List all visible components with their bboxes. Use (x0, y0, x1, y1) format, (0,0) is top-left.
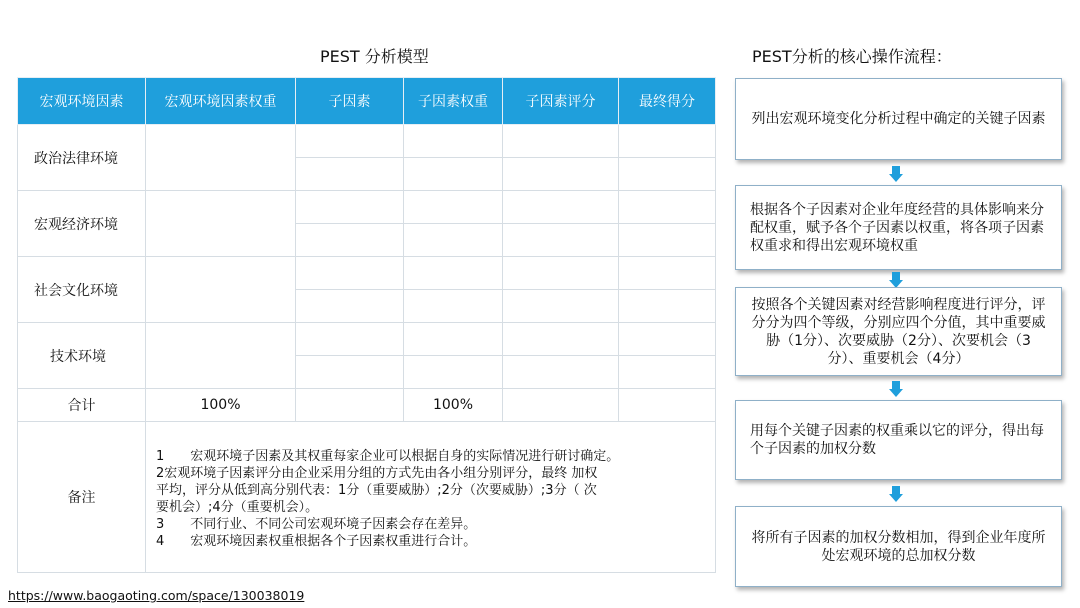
source-link[interactable]: https://www.baogaoting.com/space/130038019 (8, 588, 305, 603)
factor-weight-cell (146, 191, 296, 257)
flow-title: PEST分析的核心操作流程： (752, 47, 952, 66)
arrow-down-icon (889, 486, 903, 502)
table-cell (619, 389, 716, 422)
header-cell: 最终得分 (619, 78, 716, 125)
table-row (18, 257, 716, 290)
table-cell (404, 290, 503, 323)
table-cell (404, 224, 503, 257)
table-cell (404, 323, 503, 356)
factor-cell: 技术环境 (18, 323, 146, 389)
flow-step-text: 按照各个关键因素对经营影响程度进行评分，评分分为四个等级，分别应四个分值，其中重要威胁（1分）、次要威胁（2分）、次要机会（3分）、重要机会（4分） (751, 296, 1046, 367)
table-cell (619, 125, 716, 158)
table-cell (503, 323, 619, 356)
table-cell (296, 224, 404, 257)
table-cell (503, 125, 619, 158)
table-cell (619, 323, 716, 356)
factor-cell: 社会文化环境 (18, 257, 146, 323)
table-cell (503, 257, 619, 290)
table-cell (503, 356, 619, 389)
note-line: 1 宏观环境子因素及其权重每家企业可以根据自身的实际情况进行研讨确定。 (156, 449, 620, 464)
notes-label: 备注 (18, 422, 146, 573)
note-line: 3 不同行业、不同公司宏观环境子因素会存在差异。 (156, 517, 477, 532)
note-line: 要机会）;4分（重要机会）。 (156, 500, 319, 515)
table-cell (619, 356, 716, 389)
table-cell (503, 389, 619, 422)
table-cell (503, 158, 619, 191)
table-cell (296, 290, 404, 323)
flow-step-3 (735, 287, 1062, 376)
note-line: 平均，评分从低到高分别代表：1分（重要威胁）;2分（次要威胁）;3分（ 次 (156, 483, 597, 498)
table-cell (296, 356, 404, 389)
flow-step-2 (735, 185, 1062, 270)
table-header-row (18, 78, 716, 125)
table-cell (296, 125, 404, 158)
arrow-down-icon (889, 381, 903, 397)
table-cell (404, 191, 503, 224)
table-cell (404, 257, 503, 290)
table-cell (619, 191, 716, 224)
flow-step-text: 将所有子因素的加权分数相加，得到企业年度所处宏观环境的总加权分数 (751, 529, 1046, 564)
table-cell (296, 389, 404, 422)
table-cell (296, 257, 404, 290)
flow-step-5 (735, 506, 1062, 587)
total-row (18, 389, 716, 422)
factor-weight-cell (146, 125, 296, 191)
table-cell (619, 224, 716, 257)
notes-content (146, 422, 716, 573)
flow-step-1 (735, 78, 1062, 160)
factor-weight-cell (146, 323, 296, 389)
table-row (18, 125, 716, 158)
header-cell: 宏观环境因素权重 (146, 78, 296, 125)
factor-weight-cell (146, 257, 296, 323)
header-cell: 宏观环境因素 (18, 78, 146, 125)
arrow-down-icon (889, 166, 903, 182)
table-cell (619, 290, 716, 323)
notes-row (18, 422, 716, 573)
total-sub-weight: 100% (404, 389, 503, 422)
table-cell (503, 224, 619, 257)
factor-cell: 政治法律环境 (18, 125, 146, 191)
note-line: 4 宏观环境因素权重根据各个子因素权重进行合计。 (156, 534, 477, 549)
note-line: 2宏观环境子因素评分由企业采用分组的方式先由各小组分别评分，最终 加权 (156, 466, 598, 481)
flow-step-4 (735, 400, 1062, 480)
table-title: PEST 分析模型 (320, 47, 429, 66)
table-cell (296, 323, 404, 356)
flow-step-text: 列出宏观环境变化分析过程中确定的关键子因素 (751, 111, 1046, 127)
header-cell: 子因素评分 (503, 78, 619, 125)
header-cell: 子因素权重 (404, 78, 503, 125)
table-cell (619, 257, 716, 290)
arrow-down-icon (889, 272, 903, 288)
factor-cell: 宏观经济环境 (18, 191, 146, 257)
total-label: 合计 (18, 389, 146, 422)
table-cell (296, 191, 404, 224)
table-cell (619, 158, 716, 191)
flow-step-text: 根据各个子因素对企业年度经营的具体影响来分配权重，赋予各个子因素以权重，将各项子因素权重求和得出宏观环境权重 (750, 201, 1044, 254)
header-cell: 子因素 (296, 78, 404, 125)
table-cell (503, 191, 619, 224)
table-cell (404, 125, 503, 158)
table-row (18, 191, 716, 224)
flow-step-text: 用每个关键子因素的权重乘以它的评分，得出每个子因素的加权分数 (750, 423, 1044, 457)
pest-analysis-table (17, 77, 716, 573)
table-cell (404, 158, 503, 191)
table-cell (404, 356, 503, 389)
table-row (18, 323, 716, 356)
total-factor-weight: 100% (146, 389, 296, 422)
table-cell (296, 158, 404, 191)
table-cell (503, 290, 619, 323)
